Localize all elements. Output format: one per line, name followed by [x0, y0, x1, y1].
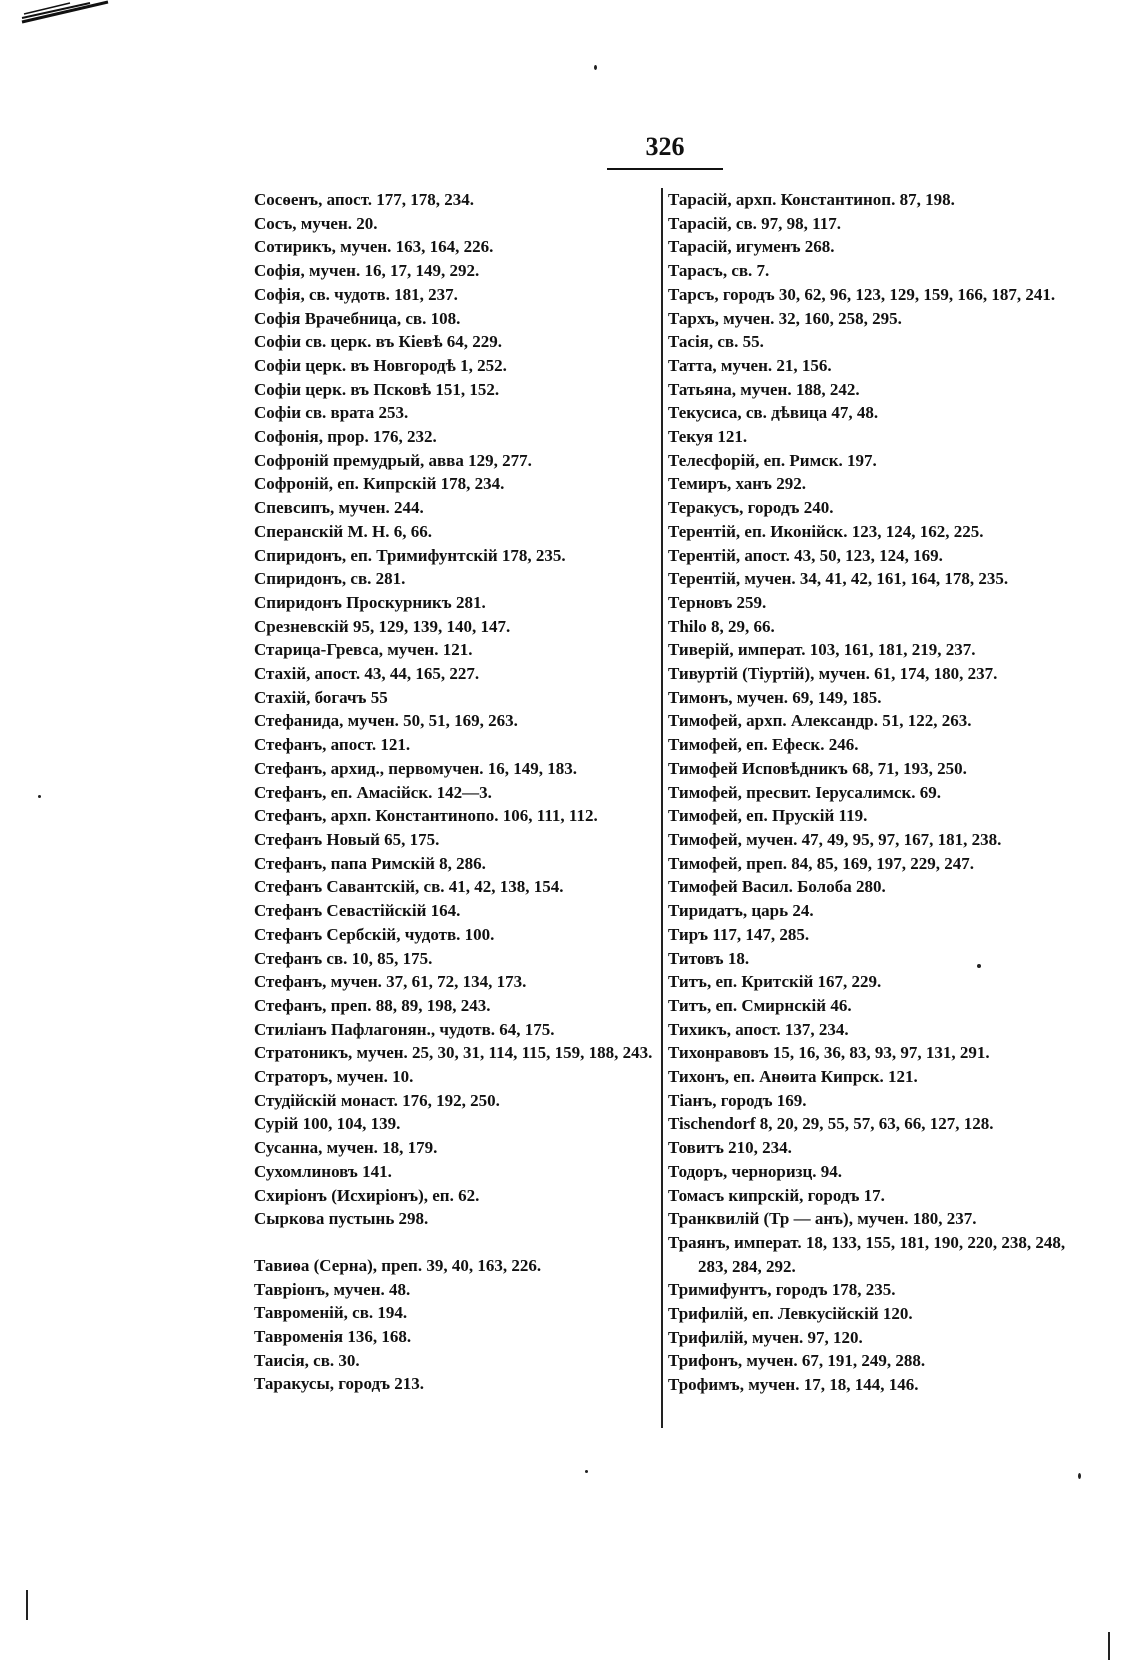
index-entry: Спиридонъ, еп. Тримифунтскій 178, 235.	[254, 545, 566, 565]
index-entry: Софіи церк. въ Новгородѣ 1, 252.	[254, 355, 507, 375]
index-entry: Трифилій, еп. Левкусійскій 120.	[668, 1304, 913, 1324]
column-divider	[661, 188, 663, 1428]
index-entry: Софія Врачебница, св. 108.	[254, 308, 461, 328]
index-entry: Текуя 121.	[668, 427, 748, 447]
index-entry: Софія, мучен. 16, 17, 149, 292.	[254, 261, 480, 281]
index-entry: Темиръ, ханъ 292.	[668, 474, 806, 494]
index-entry: Тимофей, еп. Прускій 119.	[668, 806, 868, 826]
index-entry: Тавріонъ, мучен. 48.	[254, 1279, 411, 1299]
index-entry: Срезневскій 95, 129, 139, 140, 147.	[254, 616, 511, 636]
index-entry: Стефанъ Сербскій, чудотв. 100.	[254, 924, 495, 944]
index-entry: Тарасій, игуменъ 268.	[668, 237, 835, 257]
index-entry: Тимофей, архп. Александр. 51, 122, 263.	[668, 711, 972, 731]
index-entry: Тиридатъ, царь 24.	[668, 901, 814, 921]
index-entry: Софіи церк. въ Псковѣ 151, 152.	[254, 379, 500, 399]
index-entry: Стахій, апост. 43, 44, 165, 227.	[254, 664, 480, 684]
index-entry: Схиріонъ (Исхиріонъ), еп. 62.	[254, 1185, 480, 1205]
index-entry: Терентій, еп. Иконійск. 123, 124, 162, 225.	[668, 521, 984, 541]
index-entry: Тасія, св. 55.	[668, 332, 764, 352]
index-entry: Татьяна, мучен. 188, 242.	[668, 379, 860, 399]
index-entry: Тимонъ, мучен. 69, 149, 185.	[668, 687, 882, 707]
page-number: 326	[607, 132, 723, 170]
index-entry: Стахій, богачъ 55	[254, 687, 388, 707]
index-entry: Страторъ, мучен. 10.	[254, 1067, 414, 1087]
index-entry: Тримифунтъ, городъ 178, 235.	[668, 1280, 896, 1300]
index-entry: Тимофей Васил. Болоба 280.	[668, 877, 886, 897]
index-entry: Софонія, прор. 176, 232.	[254, 427, 437, 447]
index-entry: Тарасій, св. 97, 98, 117.	[668, 213, 841, 233]
index-entry: Сперанскій М. Н. 6, 66.	[254, 521, 432, 541]
index-entry: Тимофей Исповѣдникъ 68, 71, 193, 250.	[668, 758, 967, 778]
scan-speck	[585, 1470, 588, 1473]
index-entry: Томасъ кипрскій, городъ 17.	[668, 1185, 885, 1205]
index-entry: Стефанъ, преп. 88, 89, 198, 243.	[254, 995, 491, 1015]
index-entry: Траянъ, императ. 18, 133, 155, 181, 190, 220, 238, 248, 283, 284, 292.	[668, 1232, 1066, 1276]
index-entry: Трифонъ, мучен. 67, 191, 249, 288.	[668, 1351, 926, 1371]
index-entry: Стефанъ, папа Римскій 8, 286.	[254, 853, 486, 873]
scan-speck	[1078, 1473, 1081, 1479]
index-entry: Терентій, мучен. 34, 41, 42, 161, 164, 178, 235.	[668, 569, 1009, 589]
index-entry: Тихонъ, еп. Анѳита Кипрск. 121.	[668, 1067, 918, 1087]
index-entry: Спиридонъ, св. 281.	[254, 569, 406, 589]
index-entry: Сосѳенъ, апост. 177, 178, 234.	[254, 190, 475, 209]
index-entry: Стефанъ, архп. Константинопо. 106, 111, 112.	[254, 806, 598, 826]
index-entry: Стефанъ, апост. 121.	[254, 735, 411, 755]
index-entry: Спиридонъ Проскурникъ 281.	[254, 592, 486, 612]
index-entry: Сухомлиновъ 141.	[254, 1161, 392, 1181]
index-entry: Тиверій, императ. 103, 161, 181, 219, 237.	[668, 640, 976, 660]
index-entry: Стефанъ, еп. Амасійск. 142—3.	[254, 782, 492, 802]
index-entry: Стефанъ, архид., первомучен. 16, 149, 183.	[254, 758, 578, 778]
index-entry: Стефанъ, мучен. 37, 61, 72, 134, 173.	[254, 972, 527, 992]
index-entry: Текусиса, св. дѣвица 47, 48.	[668, 403, 879, 423]
index-entry: Телесфорій, еп. Римск. 197.	[668, 450, 877, 470]
scan-edge-line	[1108, 1632, 1110, 1660]
index-entry: Тарасій, архп. Константиноп. 87, 198.	[668, 190, 955, 209]
index-entry: Сосъ, мучен. 20.	[254, 213, 378, 233]
index-entry: Тихикъ, апост. 137, 234.	[668, 1019, 849, 1039]
index-entry: Софроній, еп. Кипрскій 178, 234.	[254, 474, 505, 494]
index-entry: Софіи св. врата 253.	[254, 403, 409, 423]
index-entry: Тарсъ, городъ 30, 62, 96, 123, 129, 159, 166, 187, 241.	[668, 284, 1056, 304]
scan-speck	[594, 65, 597, 70]
index-entry: Товитъ 210, 234.	[668, 1138, 792, 1158]
index-entry: Тіанъ, городъ 169.	[668, 1090, 807, 1110]
index-entry: Thilo 8, 29, 66.	[668, 616, 775, 636]
index-entry: Тиръ 117, 147, 285.	[668, 924, 810, 944]
index-entry: Титъ, еп. Смирнскій 46.	[668, 995, 852, 1015]
index-entry: Tischendorf 8, 20, 29, 55, 57, 63, 66, 127, 128.	[668, 1114, 994, 1134]
index-entry: Тивуртій (Тіуртій), мучен. 61, 174, 180, 237.	[668, 664, 998, 684]
section-gap	[254, 1231, 654, 1254]
index-entry: Стефанъ Новый 65, 175.	[254, 829, 440, 849]
index-entry: Тимофей, пресвит. Іерусалимск. 69.	[668, 782, 942, 802]
index-entry: Стефанъ Севастійскій 164.	[254, 901, 461, 921]
index-entry: Сусанна, мучен. 18, 179.	[254, 1138, 438, 1158]
index-entry: Старица-Гревса, мучен. 121.	[254, 640, 473, 660]
index-entry: Стефанъ св. 10, 85, 175.	[254, 948, 433, 968]
index-entry: Сурій 100, 104, 139.	[254, 1114, 401, 1134]
index-entry: Спевсипъ, мучен. 244.	[254, 498, 424, 518]
index-entry: Татта, мучен. 21, 156.	[668, 355, 832, 375]
index-entry: Тихонравовъ 15, 16, 36, 83, 93, 97, 131, 291.	[668, 1043, 990, 1063]
scan-speck	[977, 964, 981, 968]
index-entry: Терновъ 259.	[668, 592, 767, 612]
index-entry: Тавроменія 136, 168.	[254, 1327, 412, 1347]
scan-edge-line	[26, 1590, 28, 1620]
index-entry: Тимофей, мучен. 47, 49, 95, 97, 167, 181, 238.	[668, 829, 1002, 849]
index-entry: Тимофей, еп. Ефеск. 246.	[668, 735, 859, 755]
index-entry: Терентій, апост. 43, 50, 123, 124, 169.	[668, 545, 943, 565]
index-entry: Трофимъ, мучен. 17, 18, 144, 146.	[668, 1375, 919, 1395]
index-entry: Тодоръ, черноризц. 94.	[668, 1161, 843, 1181]
index-entry: Стефанъ Савантскій, св. 41, 42, 138, 154.	[254, 877, 564, 897]
index-entry: Софіи св. церк. въ Кіевѣ 64, 229.	[254, 332, 503, 352]
index-column-right	[668, 188, 1088, 1397]
scan-corner-mark	[20, 0, 110, 24]
index-entry: Трифилій, мучен. 97, 120.	[668, 1327, 863, 1347]
index-entry: Титовъ 18.	[668, 948, 750, 968]
index-entry: Сотирикъ, мучен. 163, 164, 226.	[254, 237, 494, 257]
index-entry: Софія, св. чудотв. 181, 237.	[254, 284, 458, 304]
index-entry: Тархъ, мучен. 32, 160, 258, 295.	[668, 308, 902, 328]
index-entry: Софроній премудрый, авва 129, 277.	[254, 450, 532, 470]
index-entry: Стратоникъ, мучен. 25, 30, 31, 114, 115, 159, 188, 243.	[254, 1043, 653, 1063]
scan-speck	[38, 795, 41, 798]
index-entry: Теракусъ, городъ 240.	[668, 498, 834, 518]
index-entry: Таракусы, городъ 213.	[254, 1374, 424, 1394]
index-entry: Сыркова пустынь 298.	[254, 1209, 429, 1229]
index-entry: Тарасъ, св. 7.	[668, 261, 770, 281]
index-entry: Стефанида, мучен. 50, 51, 169, 263.	[254, 711, 518, 731]
index-entry: Стиліанъ Пафлагонян., чудотв. 64, 175.	[254, 1019, 555, 1039]
index-entry: Тавиѳа (Серна), преп. 39, 40, 163, 226.	[254, 1255, 542, 1275]
index-entry: Тимофей, преп. 84, 85, 169, 197, 229, 247.	[668, 853, 975, 873]
index-entry: Таисія, св. 30.	[254, 1350, 360, 1370]
index-entry: Транквилій (Тр — анъ), мучен. 180, 237.	[668, 1209, 977, 1229]
index-entry: Тавроменій, св. 194.	[254, 1303, 408, 1323]
index-entry: Студійскій монаст. 176, 192, 250.	[254, 1090, 500, 1110]
index-entry: Титъ, еп. Критскій 167, 229.	[668, 972, 882, 992]
index-column-left	[254, 188, 654, 1396]
